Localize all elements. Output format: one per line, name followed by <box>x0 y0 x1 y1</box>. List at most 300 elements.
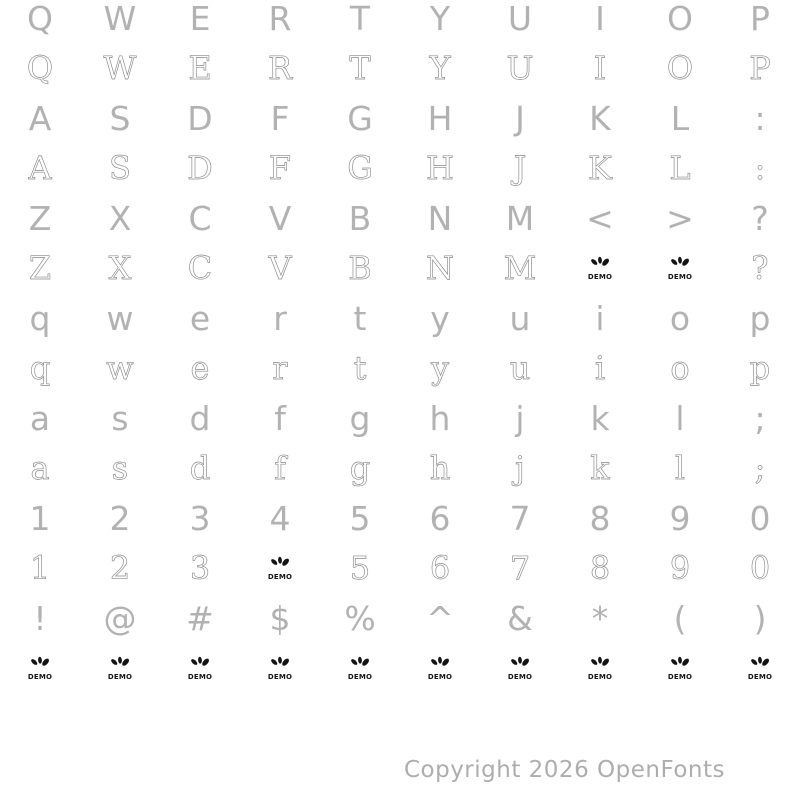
glyph-cell <box>640 0 720 43</box>
glyph-cell <box>0 193 80 243</box>
glyph-char: 6 <box>429 498 451 538</box>
glyph-row-9-sans <box>0 393 800 443</box>
glyph-char: 4 <box>269 498 291 538</box>
glyph-cell <box>320 293 400 343</box>
demo-glyph-icon <box>0 643 80 693</box>
glyph-cell <box>0 0 80 43</box>
glyph-cell <box>640 543 720 593</box>
glyph-cell <box>160 343 240 393</box>
glyph-char: e <box>190 349 210 387</box>
glyph-char: P <box>750 0 770 38</box>
glyph-char: f <box>274 398 286 438</box>
glyph-cell <box>320 493 400 543</box>
glyph-char: r <box>272 349 288 387</box>
glyph-char: < <box>586 198 614 238</box>
demo-glyph-icon <box>640 643 720 693</box>
glyph-char: w <box>106 349 134 387</box>
glyph-char: p <box>749 298 771 338</box>
demo-splash-icon <box>588 255 612 281</box>
glyph-cell <box>560 543 640 593</box>
glyph-cell <box>560 93 640 143</box>
glyph-cell <box>480 593 560 643</box>
glyph-char: t <box>353 298 367 338</box>
glyph-char: o <box>670 349 690 387</box>
glyph-char: @ <box>103 598 137 638</box>
glyph-row-13-sans <box>0 593 800 643</box>
glyph-cell <box>480 493 560 543</box>
glyph-char: u <box>509 349 531 387</box>
glyph-row-5-sans <box>0 193 800 243</box>
glyph-cell <box>400 543 480 593</box>
demo-glyph-icon <box>480 643 560 693</box>
svg-text:DEMO: DEMO <box>348 673 372 681</box>
glyph-char: a <box>30 449 50 487</box>
glyph-cell <box>320 93 400 143</box>
glyph-cell <box>720 0 800 43</box>
glyph-char: : <box>754 98 766 138</box>
glyph-char: Z <box>28 198 52 238</box>
glyph-cell <box>320 0 400 43</box>
glyph-cell <box>80 343 160 393</box>
glyph-cell <box>160 43 240 93</box>
glyph-char: k <box>590 398 610 438</box>
glyph-row-10-serif <box>0 443 800 493</box>
glyph-cell <box>480 193 560 243</box>
glyph-char: j <box>515 398 525 438</box>
glyph-char: $ <box>269 598 291 638</box>
glyph-cell <box>80 593 160 643</box>
glyph-char: # <box>186 598 214 638</box>
glyph-cell <box>480 43 560 93</box>
glyph-char: R <box>267 49 293 87</box>
glyph-char: y <box>430 349 450 387</box>
glyph-cell <box>640 493 720 543</box>
svg-text:DEMO: DEMO <box>108 673 132 681</box>
demo-glyph-icon <box>80 643 160 693</box>
glyph-cell <box>240 43 320 93</box>
glyph-cell <box>560 0 640 43</box>
glyph-char: r <box>273 298 287 338</box>
glyph-cell <box>720 93 800 143</box>
glyph-row-3-sans <box>0 93 800 143</box>
glyph-char: C <box>187 249 213 287</box>
glyph-row-8-serif <box>0 343 800 393</box>
glyph-char: I <box>595 0 605 38</box>
glyph-cell <box>720 543 800 593</box>
glyph-char: h <box>429 449 451 487</box>
svg-text:DEMO: DEMO <box>588 673 612 681</box>
demo-splash-icon <box>28 655 52 681</box>
svg-text:DEMO: DEMO <box>668 273 692 281</box>
glyph-row-11-sans <box>0 493 800 543</box>
glyph-cell <box>160 493 240 543</box>
glyph-cell <box>640 343 720 393</box>
glyph-cell <box>640 143 720 193</box>
glyph-cell <box>720 43 800 93</box>
glyph-char: h <box>429 398 451 438</box>
glyph-cell <box>320 193 400 243</box>
glyph-char: N <box>426 249 454 287</box>
glyph-cell <box>240 593 320 643</box>
glyph-row-12-serif <box>0 543 800 593</box>
glyph-char: d <box>189 449 211 487</box>
glyph-cell <box>0 93 80 143</box>
glyph-cell <box>240 0 320 43</box>
glyph-char: & <box>507 598 533 638</box>
glyph-cell <box>240 343 320 393</box>
svg-text:DEMO: DEMO <box>188 673 212 681</box>
glyph-char: V <box>268 249 292 287</box>
glyph-cell <box>480 243 560 293</box>
glyph-char: B <box>348 198 372 238</box>
glyph-char: a <box>29 398 51 438</box>
glyph-cell <box>80 243 160 293</box>
glyph-cell <box>80 393 160 443</box>
glyph-char: e <box>189 298 211 338</box>
glyph-cell <box>560 343 640 393</box>
glyph-cell <box>400 293 480 343</box>
svg-text:DEMO: DEMO <box>748 673 772 681</box>
glyph-char: X <box>108 198 132 238</box>
glyph-char: S <box>109 98 131 138</box>
glyph-cell <box>560 43 640 93</box>
glyph-cell <box>400 143 480 193</box>
glyph-cell <box>480 93 560 143</box>
demo-glyph-icon <box>720 643 800 693</box>
glyph-cell <box>80 193 160 243</box>
glyph-cell <box>80 493 160 543</box>
glyph-cell <box>640 593 720 643</box>
glyph-cell <box>0 593 80 643</box>
glyph-char: O <box>667 0 693 38</box>
glyph-char: * <box>591 598 609 638</box>
glyph-char: O <box>666 49 694 87</box>
svg-text:DEMO: DEMO <box>428 673 452 681</box>
glyph-cell <box>720 343 800 393</box>
glyph-cell <box>160 243 240 293</box>
glyph-char: : <box>754 149 766 187</box>
glyph-cell <box>720 293 800 343</box>
svg-text:DEMO: DEMO <box>268 673 292 681</box>
glyph-cell <box>240 393 320 443</box>
glyph-cell <box>240 143 320 193</box>
glyph-cell <box>240 193 320 243</box>
glyph-char: C <box>188 198 212 238</box>
glyph-char: 1 <box>29 498 51 538</box>
svg-text:DEMO: DEMO <box>668 673 692 681</box>
glyph-cell <box>80 543 160 593</box>
glyph-cell <box>400 43 480 93</box>
glyph-row-2-serif <box>0 43 800 93</box>
glyph-cell <box>160 393 240 443</box>
glyph-row-7-sans <box>0 293 800 343</box>
glyph-char: 6 <box>429 549 451 587</box>
demo-splash-icon <box>268 555 292 581</box>
glyph-cell <box>320 443 400 493</box>
glyph-char: 8 <box>589 549 611 587</box>
glyph-cell <box>720 593 800 643</box>
glyph-char: ; <box>754 449 766 487</box>
demo-splash-icon <box>668 255 692 281</box>
glyph-cell <box>80 93 160 143</box>
glyph-cell <box>720 243 800 293</box>
glyph-char: i <box>595 298 605 338</box>
glyph-char: ( <box>673 598 687 638</box>
glyph-cell <box>160 543 240 593</box>
glyph-cell <box>400 0 480 43</box>
demo-splash-icon <box>108 655 132 681</box>
glyph-char: V <box>268 198 292 238</box>
glyph-cell <box>240 293 320 343</box>
demo-glyph-icon <box>560 243 640 293</box>
glyph-cell <box>80 43 160 93</box>
glyph-cell <box>560 493 640 543</box>
glyph-cell <box>720 443 800 493</box>
glyph-cell <box>0 43 80 93</box>
demo-splash-icon <box>428 655 452 681</box>
glyph-char: D <box>187 98 213 138</box>
demo-splash-icon <box>188 655 212 681</box>
glyph-char: 5 <box>349 498 371 538</box>
glyph-char: W <box>103 0 137 38</box>
glyph-char: f <box>274 449 286 487</box>
glyph-char: Y <box>429 0 451 38</box>
glyph-cell <box>0 343 80 393</box>
glyph-char: d <box>189 398 211 438</box>
glyph-char: H <box>427 98 453 138</box>
copyright-text: Copyright 2026 OpenFonts <box>403 757 725 783</box>
glyph-char: Z <box>28 249 52 287</box>
demo-splash-icon <box>268 655 292 681</box>
demo-glyph-icon <box>240 643 320 693</box>
glyph-cell <box>640 193 720 243</box>
glyph-cell <box>240 243 320 293</box>
svg-text:DEMO: DEMO <box>588 273 612 281</box>
glyph-char: 7 <box>509 549 531 587</box>
glyph-char: I <box>593 49 607 87</box>
glyph-char: L <box>670 98 690 138</box>
glyph-row-4-serif <box>0 143 800 193</box>
glyph-cell <box>0 443 80 493</box>
glyph-char: G <box>347 149 373 187</box>
svg-text:DEMO: DEMO <box>268 573 292 581</box>
glyph-char: J <box>513 149 527 187</box>
glyph-char: p <box>749 349 771 387</box>
glyph-char: q <box>29 298 51 338</box>
glyph-char: T <box>349 0 371 38</box>
glyph-char: 5 <box>349 549 371 587</box>
glyph-char: ! <box>33 598 47 638</box>
glyph-char: A <box>28 149 52 187</box>
demo-splash-icon <box>668 655 692 681</box>
glyph-char: Q <box>27 0 53 38</box>
glyph-char: M <box>503 249 537 287</box>
glyph-cell <box>720 493 800 543</box>
glyph-char: Q <box>26 49 54 87</box>
glyph-cell <box>480 143 560 193</box>
glyph-char: E <box>189 0 211 38</box>
glyph-cell <box>400 593 480 643</box>
glyph-char: % <box>344 598 376 638</box>
glyph-char: E <box>188 49 212 87</box>
demo-glyph-icon <box>560 643 640 693</box>
glyph-cell <box>560 193 640 243</box>
glyph-char: A <box>28 98 52 138</box>
glyph-char: t <box>353 349 367 387</box>
glyph-cell <box>160 0 240 43</box>
demo-splash-icon <box>508 655 532 681</box>
glyph-char: 8 <box>589 498 611 538</box>
glyph-char: M <box>505 198 535 238</box>
glyph-cell <box>640 43 720 93</box>
demo-glyph-icon <box>240 543 320 593</box>
glyph-char: k <box>590 449 610 487</box>
glyph-char: l <box>674 449 686 487</box>
demo-glyph-icon <box>320 643 400 693</box>
glyph-char: q <box>29 349 51 387</box>
glyph-char: T <box>349 49 371 87</box>
glyph-cell <box>80 293 160 343</box>
glyph-char: B <box>348 249 372 287</box>
glyph-cell <box>80 143 160 193</box>
svg-text:DEMO: DEMO <box>28 673 52 681</box>
glyph-char: u <box>509 298 531 338</box>
glyph-char: F <box>270 98 290 138</box>
glyph-cell <box>640 443 720 493</box>
glyph-cell <box>240 443 320 493</box>
glyph-cell <box>160 293 240 343</box>
glyph-cell <box>560 443 640 493</box>
glyph-cell <box>560 293 640 343</box>
glyph-cell <box>400 93 480 143</box>
glyph-cell <box>400 493 480 543</box>
glyph-cell <box>160 443 240 493</box>
glyph-char: s <box>111 398 129 438</box>
demo-glyph-icon <box>640 243 720 293</box>
glyph-cell <box>480 443 560 493</box>
glyph-cell <box>560 593 640 643</box>
glyph-cell <box>160 93 240 143</box>
glyph-char: y <box>430 298 450 338</box>
glyph-cell <box>160 593 240 643</box>
glyph-char: 3 <box>189 549 211 587</box>
glyph-cell <box>480 0 560 43</box>
glyph-cell <box>480 343 560 393</box>
glyph-cell <box>0 143 80 193</box>
glyph-char: l <box>675 398 685 438</box>
glyph-char: G <box>347 98 373 138</box>
glyph-cell <box>320 243 400 293</box>
glyph-char: Y <box>429 49 451 87</box>
glyph-cell <box>80 0 160 43</box>
glyph-cell <box>0 493 80 543</box>
glyph-cell <box>240 93 320 143</box>
glyph-cell <box>400 243 480 293</box>
glyph-cell <box>320 543 400 593</box>
glyph-char: 0 <box>749 549 771 587</box>
glyph-row-6-serif <box>0 243 800 293</box>
glyph-cell <box>480 393 560 443</box>
glyph-row-14-demo <box>0 643 800 693</box>
glyph-cell <box>640 393 720 443</box>
glyph-char: > <box>666 198 694 238</box>
glyph-cell <box>320 343 400 393</box>
glyph-char: ^ <box>426 598 454 638</box>
demo-splash-icon <box>748 655 772 681</box>
glyph-char: 1 <box>29 549 51 587</box>
glyph-char: ; <box>754 398 766 438</box>
glyph-char: w <box>106 298 134 338</box>
glyph-char: K <box>588 149 612 187</box>
glyph-char: K <box>589 98 611 138</box>
glyph-char: 2 <box>109 498 131 538</box>
glyph-char: 9 <box>669 498 691 538</box>
glyph-cell <box>720 393 800 443</box>
glyph-cell <box>240 493 320 543</box>
glyph-char: ) <box>753 598 767 638</box>
glyph-cell <box>400 343 480 393</box>
glyph-char: R <box>268 0 292 38</box>
glyph-char: F <box>268 149 292 187</box>
glyph-char: W <box>103 49 137 87</box>
glyph-char: 3 <box>189 498 211 538</box>
glyph-cell <box>720 143 800 193</box>
glyph-cell <box>80 443 160 493</box>
glyph-cell <box>160 143 240 193</box>
glyph-char: i <box>594 349 606 387</box>
demo-glyph-icon <box>160 643 240 693</box>
demo-splash-icon <box>588 655 612 681</box>
glyph-char: H <box>426 149 454 187</box>
glyph-char: P <box>749 49 771 87</box>
glyph-cell <box>320 593 400 643</box>
glyph-cell <box>560 143 640 193</box>
glyph-char: ? <box>751 198 769 238</box>
glyph-cell <box>560 393 640 443</box>
glyph-cell <box>160 193 240 243</box>
glyph-char: o <box>669 298 691 338</box>
glyph-row-1-sans <box>0 0 800 43</box>
glyph-cell <box>400 393 480 443</box>
glyph-cell <box>400 443 480 493</box>
glyph-char: X <box>108 249 132 287</box>
glyph-char: L <box>669 149 691 187</box>
glyph-cell <box>320 393 400 443</box>
glyph-cell <box>480 293 560 343</box>
glyph-cell <box>0 543 80 593</box>
glyph-char: 2 <box>109 549 131 587</box>
glyph-char: 7 <box>509 498 531 538</box>
glyph-cell <box>320 143 400 193</box>
glyph-char: j <box>515 449 525 487</box>
glyph-char: g <box>349 398 371 438</box>
glyph-char: 9 <box>669 549 691 587</box>
glyph-cell <box>0 243 80 293</box>
glyph-cell <box>0 293 80 343</box>
glyph-cell <box>720 193 800 243</box>
glyph-cell <box>400 193 480 243</box>
glyph-cell <box>320 43 400 93</box>
demo-glyph-icon <box>400 643 480 693</box>
glyph-char: g <box>349 449 371 487</box>
glyph-char: s <box>111 449 129 487</box>
demo-splash-icon <box>348 655 372 681</box>
glyph-char: U <box>506 49 534 87</box>
svg-text:DEMO: DEMO <box>508 673 532 681</box>
glyph-char: J <box>515 98 525 138</box>
glyph-char: D <box>187 149 213 187</box>
glyph-cell <box>480 543 560 593</box>
